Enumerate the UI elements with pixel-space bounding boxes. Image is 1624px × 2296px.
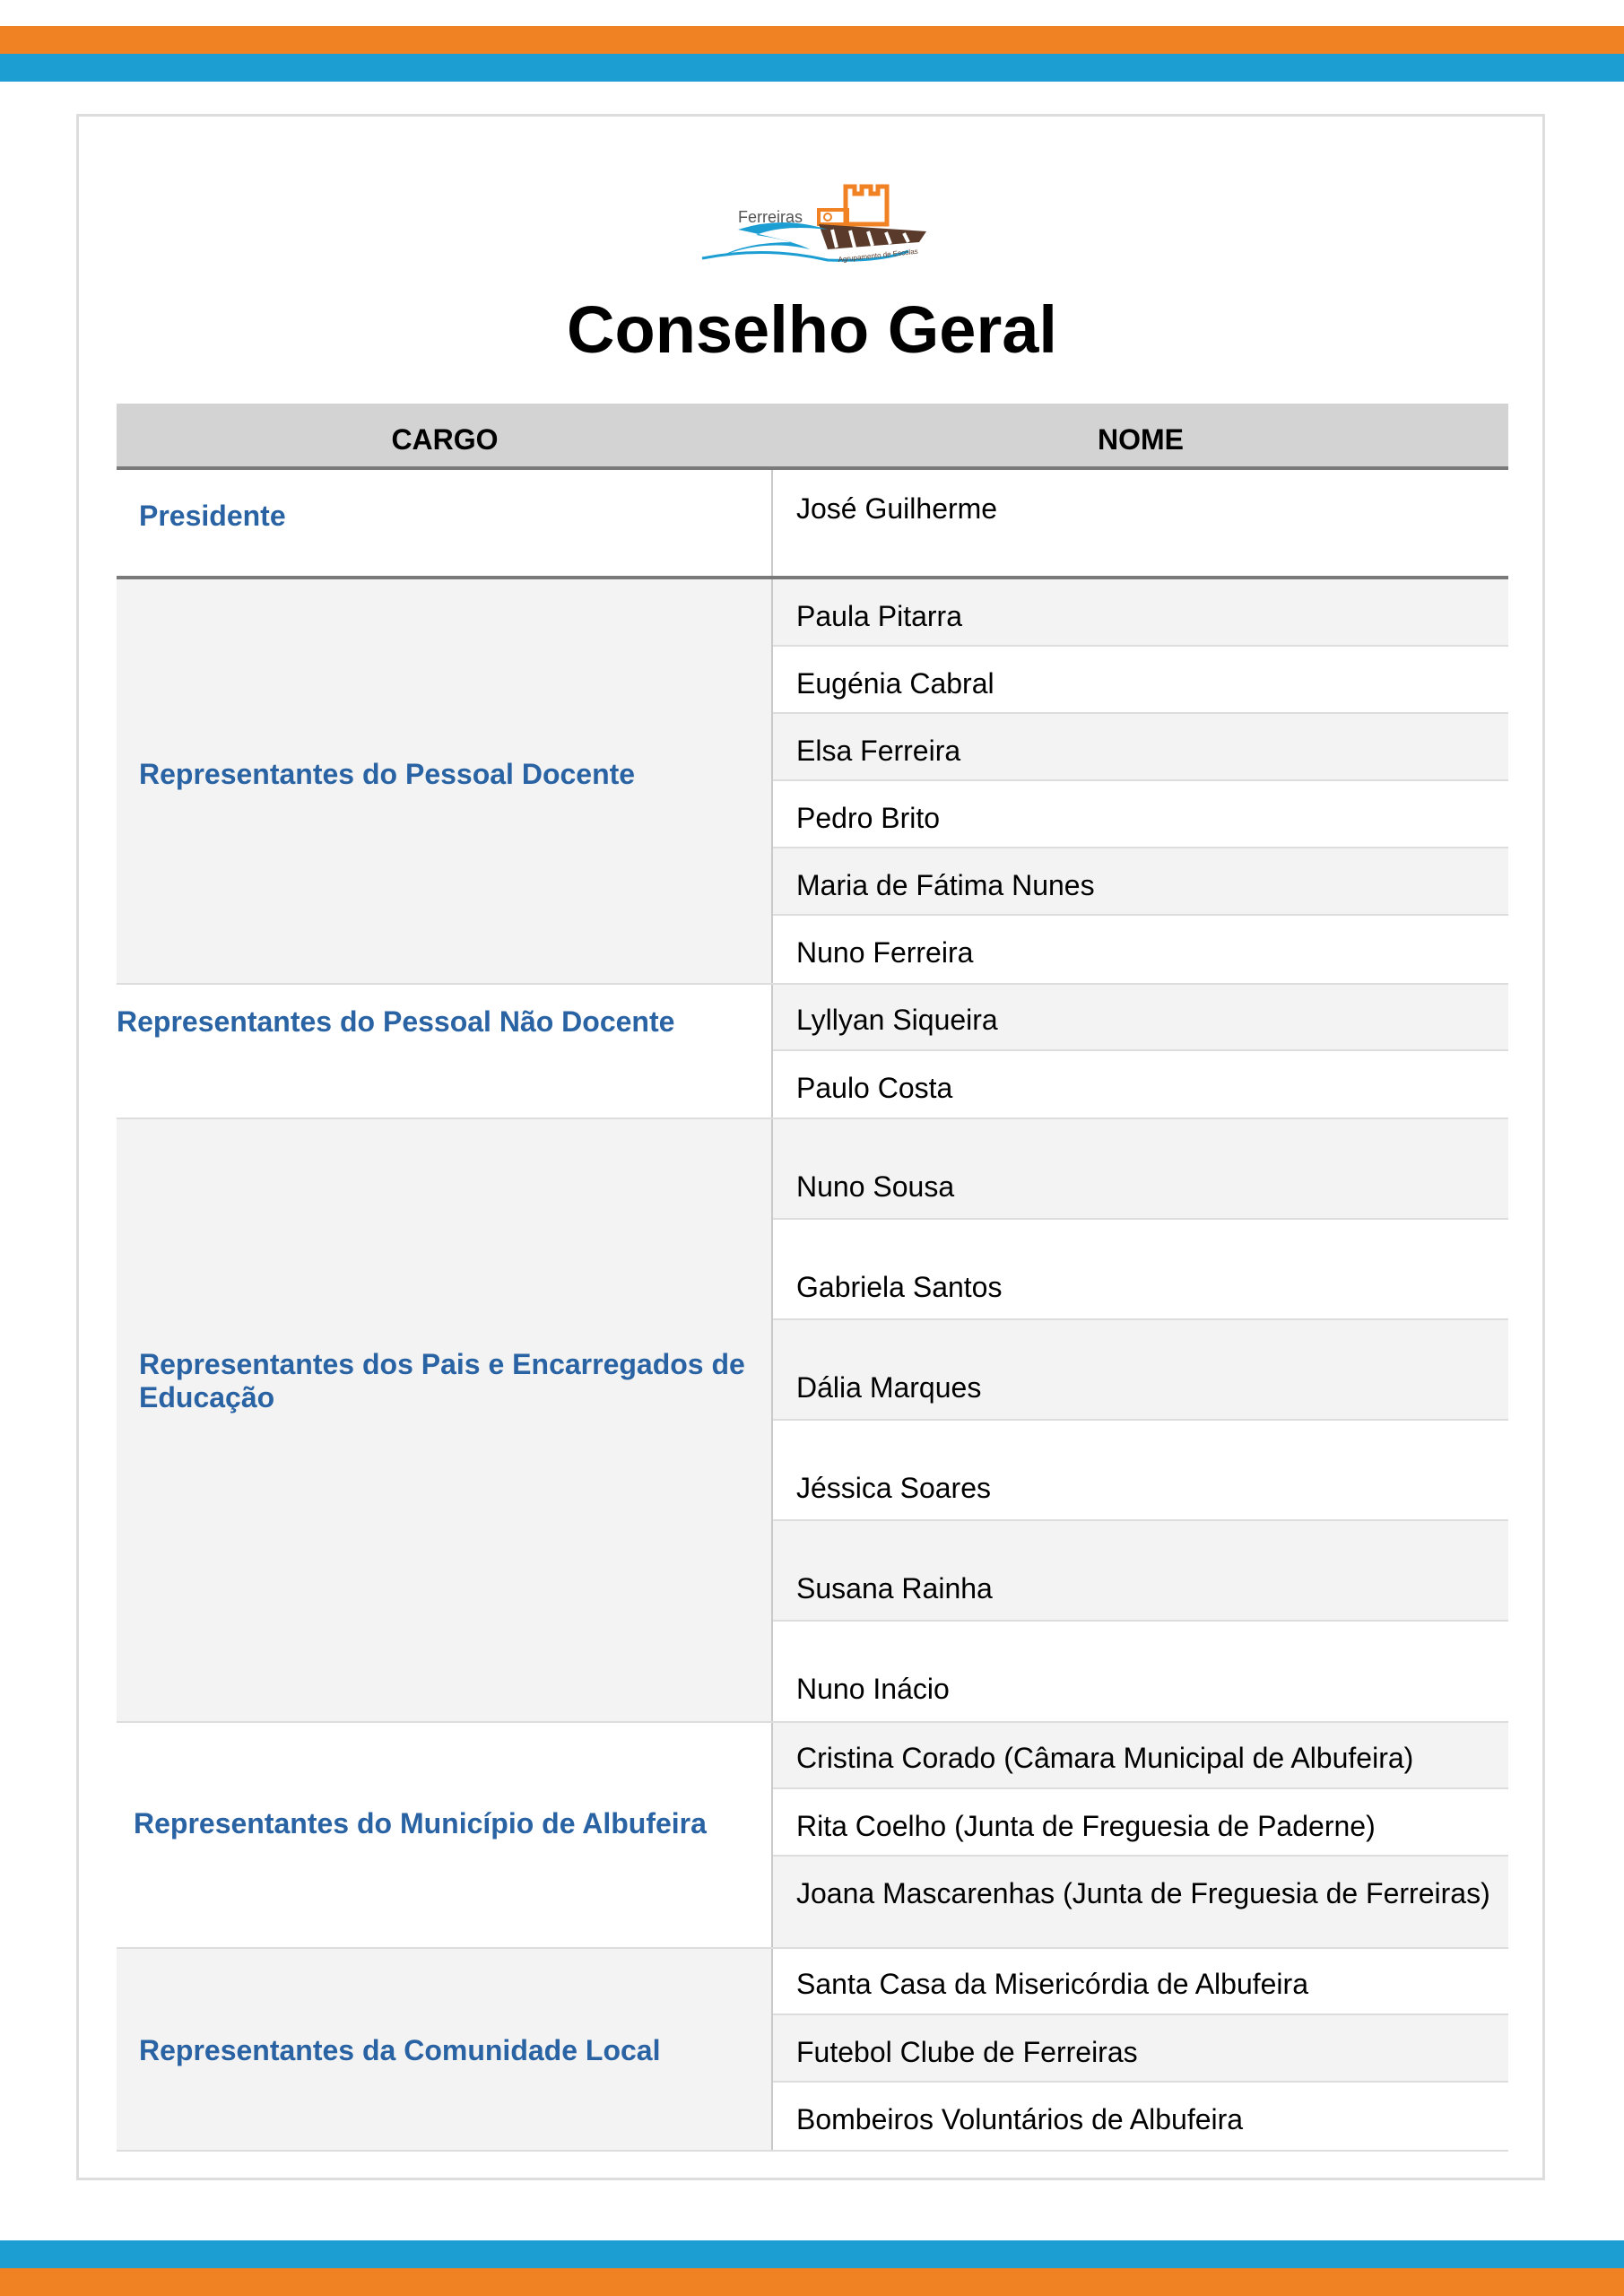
table-row [773, 470, 1508, 576]
cargo-label: Representantes do Pessoal Não Docente [117, 1005, 675, 1038]
cargo-label: Representantes do Pessoal Docente [139, 758, 636, 790]
school-logo [684, 179, 937, 269]
member-name: Paulo Costa [796, 1072, 953, 1104]
column-header-cargo: CARGO [391, 423, 499, 456]
table-body [117, 470, 1508, 2152]
table-row [773, 1949, 1508, 2015]
table-group [117, 985, 1508, 1119]
table-row [773, 848, 1508, 916]
cargo-label: Representantes da Comunidade Local [139, 2034, 661, 2066]
table-row [773, 1220, 1508, 1320]
table-row [773, 985, 1508, 1051]
cargo-label: Representantes do Município de Albufeira [134, 1807, 707, 1839]
cargo-cell [117, 1723, 773, 1947]
table-group [117, 1723, 1508, 1949]
member-name: Pedro Brito [796, 802, 941, 834]
top-orange-stripe [0, 26, 1624, 54]
cargo-cell [117, 1119, 773, 1721]
member-name: Bombeiros Voluntários de Albufeira [796, 2103, 1244, 2135]
member-name: Cristina Corado (Câmara Municipal de Albufeira) [796, 1742, 1414, 1774]
cargo-label: Presidente [139, 500, 286, 532]
cargo-cell [117, 579, 773, 983]
table-row [773, 781, 1508, 848]
member-name: Nuno Inácio [796, 1673, 950, 1705]
names-column [773, 1949, 1508, 2150]
table-row [773, 579, 1508, 647]
table-row [773, 1789, 1508, 1857]
logo-text: Ferreiras [738, 208, 803, 226]
top-blue-stripe [0, 54, 1624, 82]
member-name: Elsa Ferreira [796, 735, 961, 767]
member-name: Gabriela Santos [796, 1271, 1003, 1303]
member-name: Paula Pitarra [796, 600, 962, 632]
table-group [117, 579, 1508, 985]
council-table [117, 404, 1508, 2152]
member-name: Futebol Clube de Ferreiras [796, 2036, 1138, 2068]
names-column [773, 579, 1508, 983]
table-group [117, 1119, 1508, 1723]
table-row [773, 1857, 1508, 1947]
table-group [117, 1949, 1508, 2152]
member-name: Joana Mascarenhas (Junta de Freguesia de Ferreiras) [796, 1877, 1490, 1909]
names-column [773, 1119, 1508, 1721]
table-row [773, 714, 1508, 781]
table-row [773, 1421, 1508, 1521]
member-name: Maria de Fátima Nunes [796, 869, 1095, 901]
names-column [773, 985, 1508, 1118]
table-header [117, 404, 1508, 470]
table-row [773, 1723, 1508, 1789]
member-name: José Guilherme [796, 492, 998, 525]
column-header-nome: NOME [1098, 423, 1184, 456]
member-name: Santa Casa da Misericórdia de Albufeira [796, 1968, 1308, 2000]
bottom-orange-stripe [0, 2268, 1624, 2296]
cargo-cell [117, 1949, 773, 2150]
names-column [773, 470, 1508, 576]
table-row [773, 1521, 1508, 1622]
page-title: Conselho Geral [567, 292, 1057, 367]
table-row [773, 1051, 1508, 1118]
table-row [773, 1119, 1508, 1220]
table-row [773, 2083, 1508, 2150]
cargo-label: Representantes dos Pais e Encarregados de Educação [139, 1348, 745, 1413]
member-name: Rita Coelho (Junta de Freguesia de Paderne) [796, 1810, 1376, 1842]
names-column [773, 1723, 1508, 1947]
member-name: Nuno Sousa [796, 1170, 955, 1203]
member-name: Eugénia Cabral [796, 667, 994, 700]
cargo-cell [117, 470, 773, 576]
table-row [773, 916, 1508, 983]
table-row [773, 1622, 1508, 1721]
bottom-blue-stripe [0, 2240, 1624, 2268]
member-name: Lyllyan Siqueira [796, 1004, 998, 1036]
logo-subtitle: Agrupamento de Escolas [838, 247, 919, 264]
table-row [773, 2015, 1508, 2083]
member-name: Susana Rainha [796, 1572, 993, 1605]
table-row [773, 647, 1508, 714]
member-name: Dália Marques [796, 1371, 982, 1404]
member-name: Jéssica Soares [796, 1472, 991, 1504]
cargo-cell [117, 985, 773, 1118]
member-name: Nuno Ferreira [796, 936, 974, 969]
table-group [117, 470, 1508, 579]
table-row [773, 1320, 1508, 1421]
